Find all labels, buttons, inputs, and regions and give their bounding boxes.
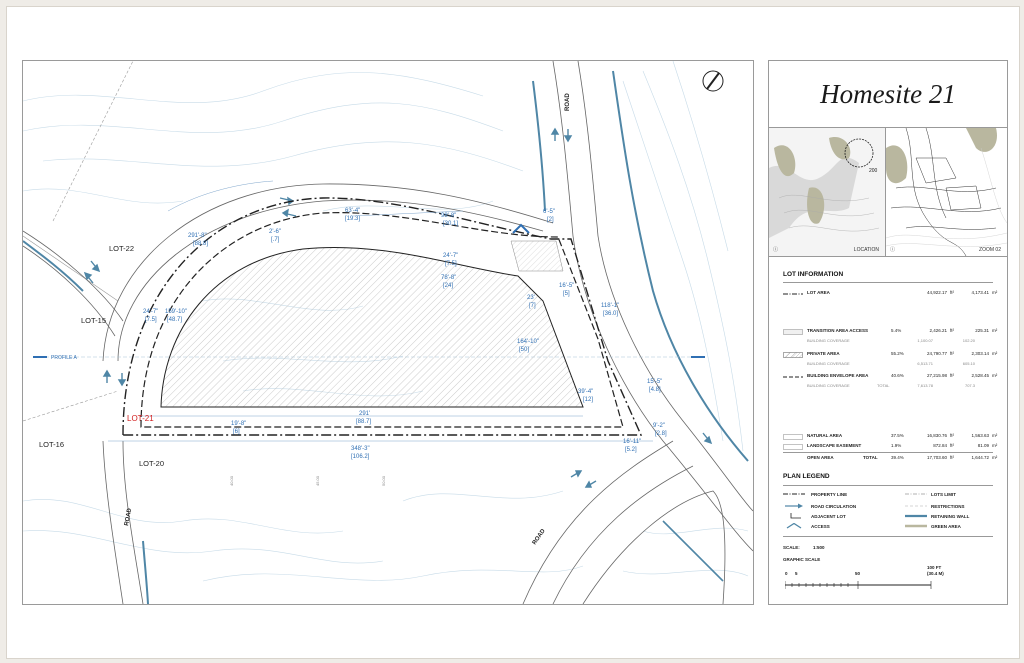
legend-adjacent-lot: ADJACENT LOT <box>811 514 846 519</box>
envelope-symbol <box>783 374 803 380</box>
svg-text:[.7]: [.7] <box>271 237 280 243</box>
divider <box>783 452 993 453</box>
svg-text:[6]: [6] <box>233 429 240 435</box>
svg-text:[4.8]: [4.8] <box>649 387 661 393</box>
natural-symbol <box>783 434 803 440</box>
zoom-map-drawing <box>886 128 1007 256</box>
svg-text:39'-4": 39'-4" <box>578 389 594 395</box>
restrictions-symbol <box>905 503 927 509</box>
scale-value: 1:500 <box>813 545 825 550</box>
location-map-label: LOCATION <box>853 247 879 253</box>
svg-text:40.00: 40.00 <box>229 475 234 486</box>
svg-text:24'-7": 24'-7" <box>143 309 159 315</box>
elevation-marks <box>229 475 386 486</box>
site-plan[interactable] <box>22 60 754 605</box>
svg-text:[30.1]: [30.1] <box>443 221 459 227</box>
transition-symbol <box>783 329 803 335</box>
svg-text:16'-11": 16'-11" <box>623 439 642 445</box>
svg-text:2'-6": 2'-6" <box>269 229 281 235</box>
svg-text:291'-8": 291'-8" <box>188 233 207 239</box>
svg-text:[36.0]: [36.0] <box>603 311 619 317</box>
road-circulation-icon <box>783 503 805 509</box>
lots-limit-symbol <box>905 491 927 497</box>
road-top-label: ROAD <box>565 93 571 111</box>
svg-text:[50]: [50] <box>519 347 530 353</box>
svg-text:45.00: 45.00 <box>315 475 320 486</box>
svg-text:118'-1": 118'-1" <box>601 303 620 309</box>
north-arrow-icon <box>703 71 723 91</box>
legend-lots-limit: LOTS LIMIT <box>931 492 956 497</box>
lot-information-heading: LOT INFORMATION <box>783 271 844 278</box>
site-plan-drawing <box>23 61 753 604</box>
svg-text:[7.5]: [7.5] <box>445 261 457 267</box>
svg-text:[2.8]: [2.8] <box>655 431 667 437</box>
svg-text:78'-8": 78'-8" <box>441 275 457 281</box>
svg-text:[19.3]: [19.3] <box>345 216 361 222</box>
divider <box>783 536 993 537</box>
svg-text:63'-4": 63'-4" <box>345 208 361 214</box>
adjacent-lot-icon <box>783 513 805 519</box>
lot-area-row: LOT AREA 44,922.17 ft² 4,173.41 m² <box>783 289 995 299</box>
lot-21-label: LOT-21 <box>127 414 154 423</box>
legend-access: ACCESS <box>811 524 830 529</box>
graphic-scale-label: GRAPHIC SCALE <box>783 557 821 562</box>
retaining-wall-symbol <box>905 513 927 519</box>
landscape-row: LANDSCAPE EASEMENT 1.9% 872.84 ft² 81.09 m² <box>783 442 995 452</box>
key-maps <box>769 127 1007 257</box>
plan-legend-heading: PLAN LEGEND <box>783 473 830 480</box>
svg-text:200: 200 <box>869 168 878 174</box>
graphic-scale-bar <box>785 579 935 591</box>
landscape-symbol <box>783 444 803 450</box>
svg-text:[24]: [24] <box>443 283 454 289</box>
divider <box>783 485 993 486</box>
lot-22-label: LOT-22 <box>109 244 135 253</box>
transition-area <box>511 241 563 271</box>
svg-text:16'-5": 16'-5" <box>559 283 575 289</box>
svg-text:50.00: 50.00 <box>381 475 386 486</box>
lot-15-label: LOT-15 <box>81 316 107 325</box>
scale-label: SCALE: <box>783 545 800 550</box>
natural-row: NATURAL AREA 37.5% 16,830.76 ft² 1,563.63 m² <box>783 432 995 442</box>
divider <box>783 282 993 283</box>
location-map[interactable] <box>769 128 886 256</box>
legend-road-circulation: ROAD CIRCULATION <box>811 504 857 509</box>
svg-text:6'-5": 6'-5" <box>543 209 555 215</box>
svg-text:23': 23' <box>527 295 535 301</box>
scale-tick-50: 50 <box>855 571 861 576</box>
info-icon: ⓘ <box>890 247 896 253</box>
zoom-map-label: ZOOM 02 <box>979 247 1001 253</box>
road-bottom-label: ROAD <box>531 528 547 547</box>
svg-text:9'-2": 9'-2" <box>653 423 665 429</box>
access-icon <box>783 523 805 529</box>
adjacent-lot-lines <box>23 61 133 421</box>
info-panel: Homesite 21 200 ⓘ LOCATION ⓘ ZOOM 02 LOT INFORMATION LOT AREA 44,922.17 ft² 4,173.41 m² TRANSITION AREA ACCESS 5.4% 2,426.21 ft² 225.31 m² BUILDING COVERAGE 1,100.07 102.20 PRIVATE AREA 55.2% 24,790.77 ft² 2,303.14 m² BUILDING COVERAGE 6,513.71 605.10 BUILDING ENVELOPE AREA 40.6% 27,215.98 ft² 2,528.45 m² BUILDING COVERAGE TOTAL 7,613.78 707.3 NATURAL AREA 37.5% 16,830.76 ft² 1,563.63 m² LANDSCAPE EASEMENT 1.9% 872.84 ft² 81.09 m² OPEN AREA TOTAL 39.4% 17,703.60 ft² 1,644.72 m² PLAN LEGEND PROPERTY LINE ROAD CIRCULATION ADJACENT LOT ACCESS LOTS LIMIT RESTRICTIONS RETAINING WALL GREEN AREA SCALE: 1:500 GRAPHIC SCALE 0 5 50 100 FT (30.4 M) <box>768 60 1008 605</box>
svg-text:348'-3": 348'-3" <box>351 446 370 452</box>
svg-text:[12]: [12] <box>583 397 594 403</box>
road-left-label: ROAD <box>124 507 134 527</box>
envelope-row: BUILDING ENVELOPE AREA 40.6% 27,215.98 ft² 2,528.45 m² <box>783 372 995 382</box>
svg-text:98'-8": 98'-8" <box>441 213 457 219</box>
private-symbol <box>783 352 803 358</box>
zoom-map[interactable] <box>886 128 1007 256</box>
lot-20-label: LOT-20 <box>139 459 165 468</box>
legend-property-line: PROPERTY LINE <box>811 492 848 497</box>
svg-text:164'-10": 164'-10" <box>517 339 539 345</box>
svg-text:[2]: [2] <box>547 217 554 223</box>
location-map-drawing <box>769 128 885 256</box>
svg-text:[88.8]: [88.8] <box>193 241 209 247</box>
svg-text:[5]: [5] <box>563 291 570 297</box>
private-area[interactable] <box>161 247 583 407</box>
svg-text:15'-5": 15'-5" <box>647 379 663 385</box>
scale-tick-0: 0 <box>785 571 788 576</box>
svg-text:24'-7": 24'-7" <box>443 253 459 259</box>
scale-tick-100-ft: 100 FT <box>927 565 942 570</box>
legend-green-area: GREEN AREA <box>931 524 961 529</box>
lot-area-symbol <box>783 291 803 297</box>
svg-text:[7]: [7] <box>529 303 536 309</box>
open-row: OPEN AREA TOTAL 39.4% 17,703.60 ft² 1,644.72 m² <box>807 455 998 460</box>
svg-text:[48.7]: [48.7] <box>167 317 183 323</box>
page-title: Homesite 21 <box>820 79 956 109</box>
svg-text:[7.5]: [7.5] <box>145 317 157 323</box>
svg-text:[5.2]: [5.2] <box>625 447 637 453</box>
svg-text:159'-10": 159'-10" <box>165 309 187 315</box>
scale-tick-5: 5 <box>795 571 798 576</box>
svg-text:291': 291' <box>359 411 371 417</box>
svg-text:19'-8": 19'-8" <box>231 421 247 427</box>
property-line-symbol <box>783 491 805 497</box>
profile-label: PROFILE A <box>51 355 77 361</box>
legend-retaining-wall: RETAINING WALL <box>931 514 970 519</box>
green-area-symbol <box>905 523 927 529</box>
transition-row: TRANSITION AREA ACCESS 5.4% 2,426.21 ft² 225.31 m² <box>783 327 995 337</box>
scale-tick-100-m: (30.4 M) <box>927 571 944 576</box>
private-row: PRIVATE AREA 55.2% 24,790.77 ft² 2,303.14 m² <box>783 350 995 360</box>
lot-16-label: LOT-16 <box>39 440 65 449</box>
legend-restrictions: RESTRICTIONS <box>931 504 965 509</box>
svg-text:[106.2]: [106.2] <box>351 454 370 460</box>
info-icon: ⓘ <box>773 247 779 253</box>
svg-text:[88.7]: [88.7] <box>356 419 372 425</box>
